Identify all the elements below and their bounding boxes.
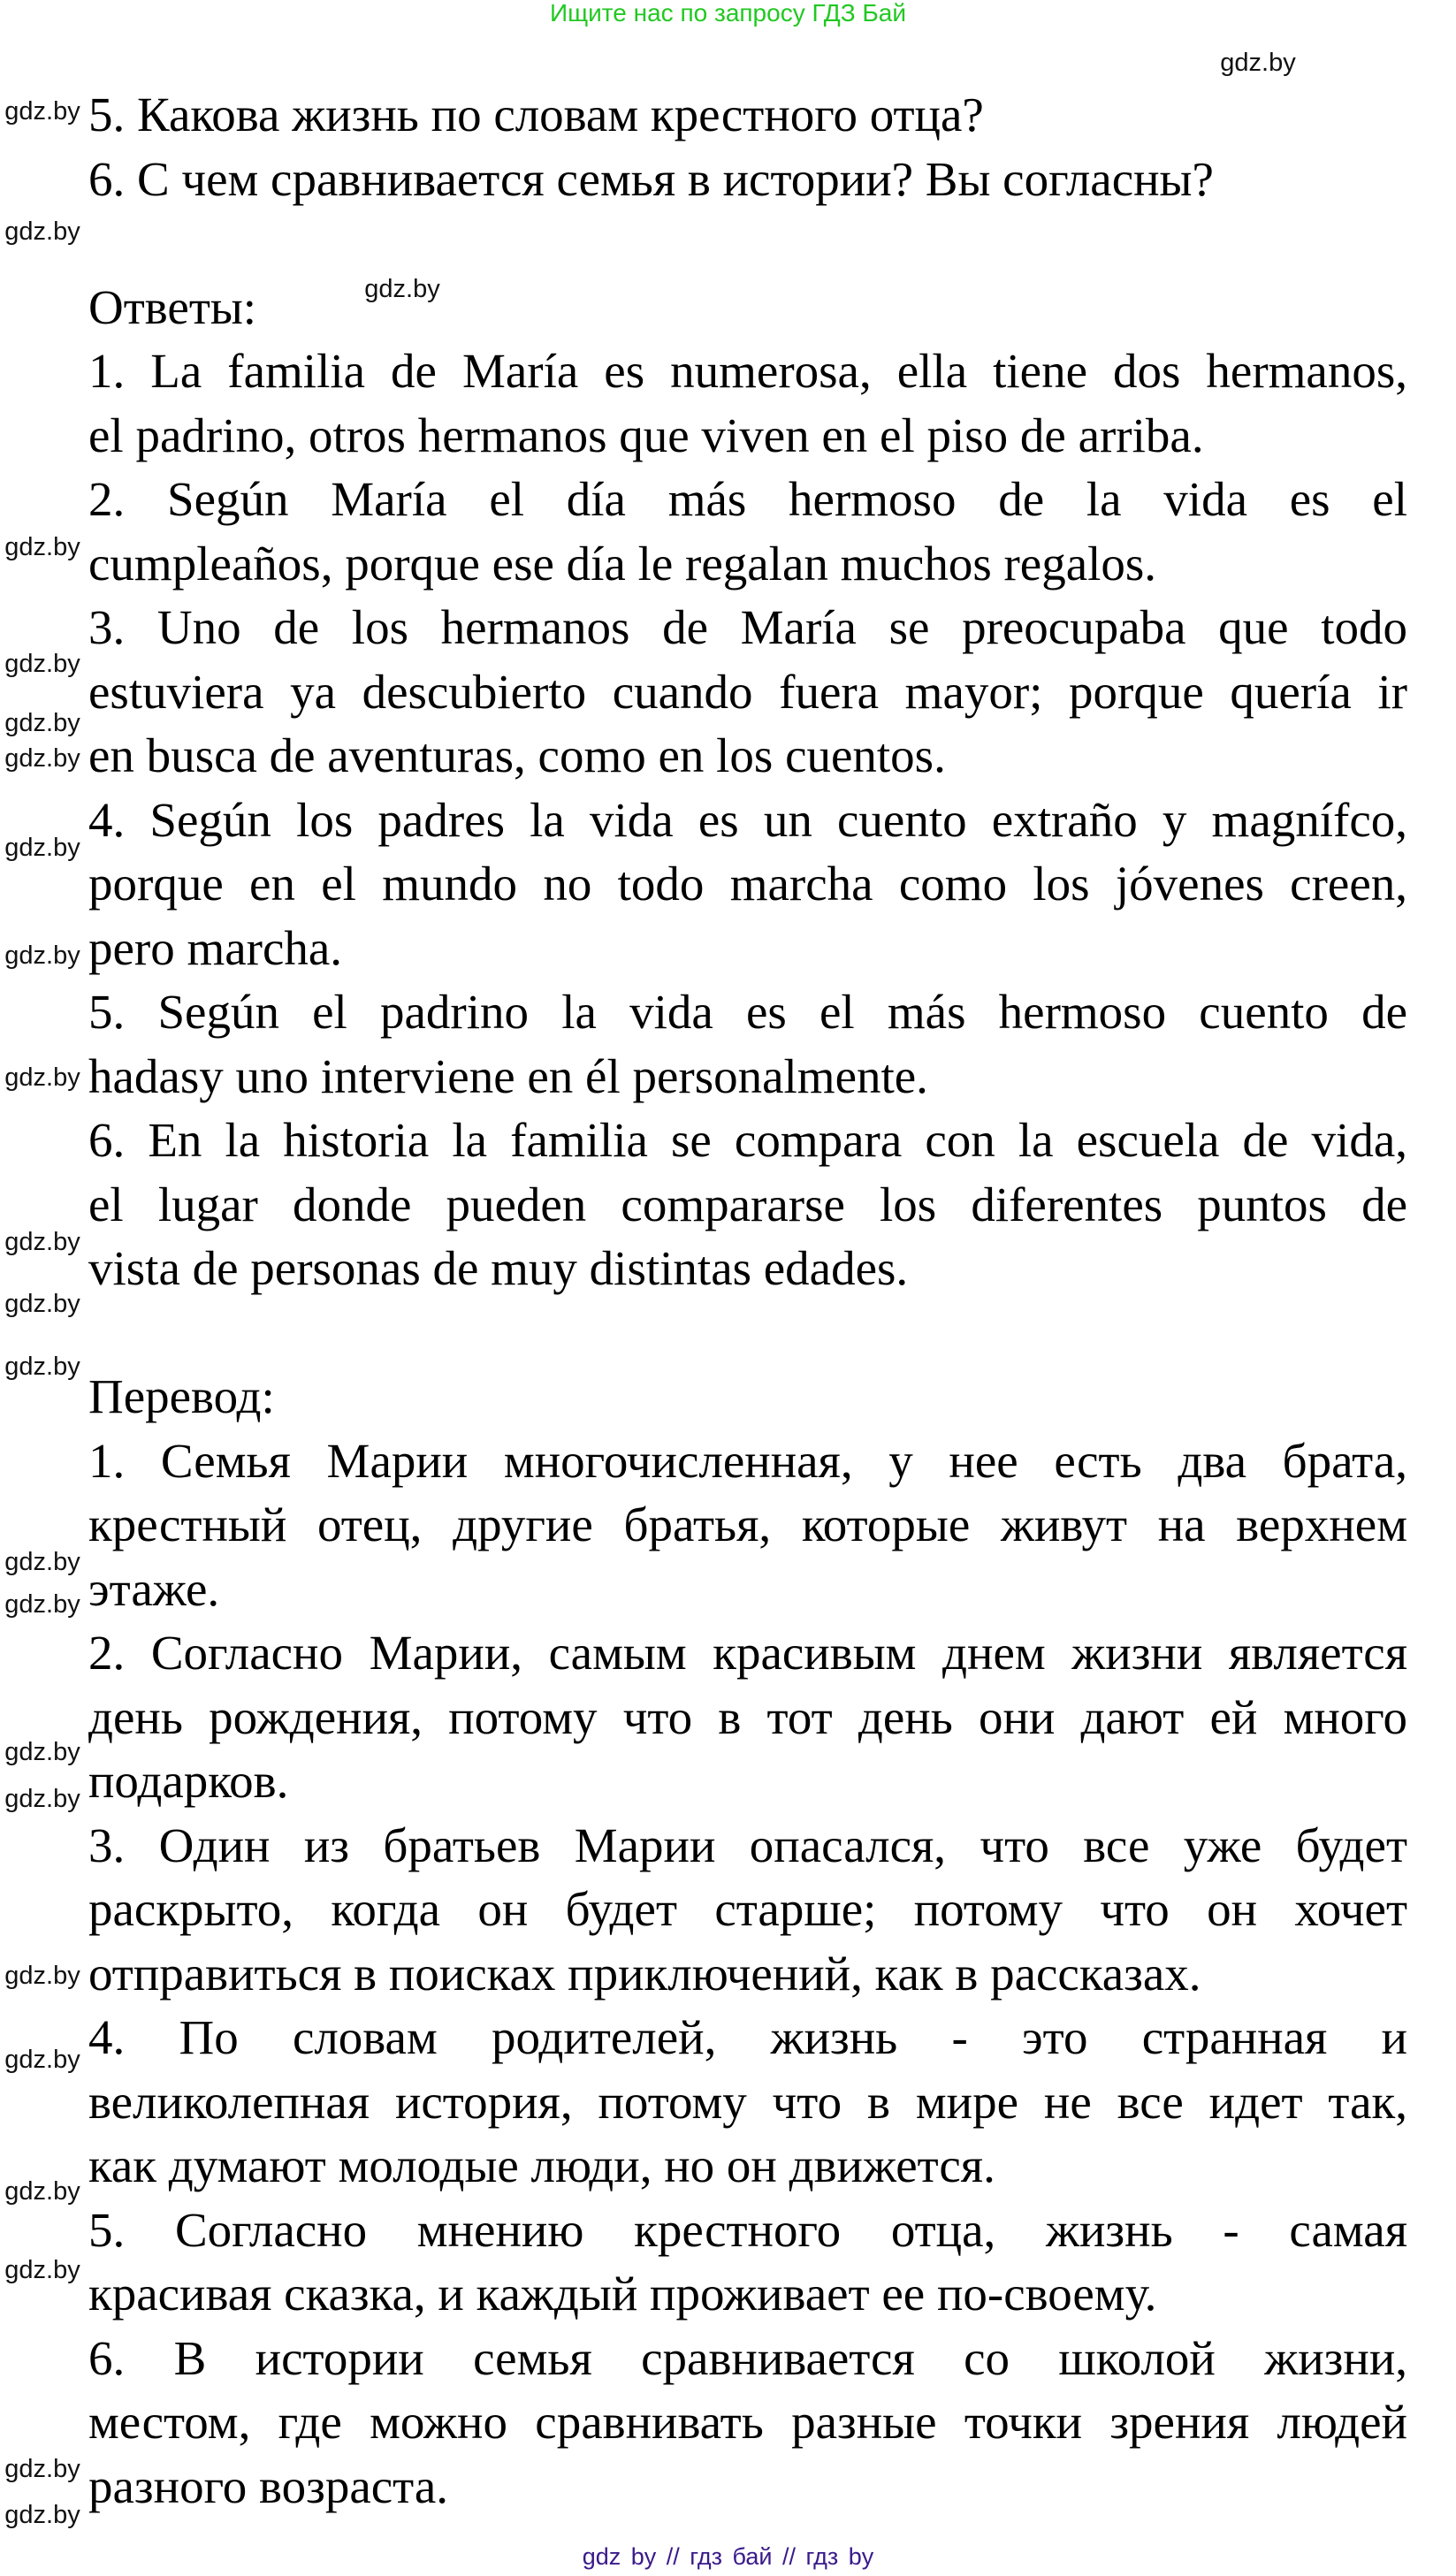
translation-line: крестный отец, другие братья, которые живут на верхнем bbox=[88, 1498, 1407, 1551]
watermark-text: gdz.by bbox=[4, 709, 80, 737]
watermark-text: gdz.by bbox=[4, 834, 80, 862]
answers-heading: Ответы: bbox=[88, 279, 257, 334]
translation-line: день рождения, потому что в тот день они дают ей много bbox=[88, 1689, 1407, 1744]
watermark-text: gdz.by bbox=[4, 2256, 80, 2284]
watermark-text: gdz.by bbox=[4, 650, 80, 678]
translation-line: 4. По словам родителей, жизнь - это странная и bbox=[88, 2010, 1407, 2064]
watermark-text: gdz.by bbox=[4, 97, 80, 126]
translation-heading: Перевод: bbox=[88, 1369, 275, 1423]
watermark-text: gdz.by bbox=[4, 2177, 80, 2206]
translation-line: как думают молодые люди, но он движется. bbox=[88, 2138, 995, 2192]
watermark-text: gdz.by bbox=[4, 1228, 80, 1256]
answer-line: el padrino, otros hermanos que viven en el piso de arriba. bbox=[88, 408, 1204, 462]
translation-line: 2. Согласно Марии, самым красивым днем жизни является bbox=[88, 1626, 1407, 1680]
watermark-text: gdz.by bbox=[4, 1548, 80, 1576]
watermark-text: gdz.by bbox=[4, 941, 80, 970]
footer-links[interactable]: gdz by // гдз бай // гдз by bbox=[582, 2543, 874, 2570]
watermark-text: gdz.by bbox=[4, 1063, 80, 1092]
translation-line: 6. В истории семья сравнивается со школой жизни, bbox=[88, 2330, 1407, 2385]
answer-line: hadasy uno interviene en él personalmente. bbox=[88, 1048, 928, 1103]
question-line: 5. Какова жизнь по словам крестного отца? bbox=[88, 88, 984, 141]
watermark-text: gdz.by bbox=[4, 2455, 80, 2483]
answer-line: estuviera ya descubierto cuando fuera mayor; porque quería ir bbox=[88, 664, 1407, 719]
translation-line: подарков. bbox=[88, 1754, 289, 1808]
translation-line: великолепная история, потому что в мире не все идет так, bbox=[88, 2074, 1407, 2129]
search-hint-banner: Ищите нас по запросу ГДЗ Бай bbox=[549, 0, 907, 27]
watermark-text: gdz.by bbox=[4, 1738, 80, 1766]
watermark-text: gdz.by bbox=[4, 1290, 80, 1318]
translation-line: этаже. bbox=[88, 1561, 220, 1616]
watermark-text: gdz.by bbox=[4, 1353, 80, 1381]
question-line: 6. С чем сравнивается семья в истории? Вы согласны? bbox=[88, 151, 1214, 206]
answer-line: 1. La familia de María es numerosa, ella tiene dos hermanos, bbox=[88, 344, 1407, 398]
answer-line: vista de personas de muy distintas edades. bbox=[88, 1241, 909, 1295]
translation-line: раскрыто, когда он будет старше; потому что он хочет bbox=[88, 1882, 1407, 1936]
watermark-text: gdz.by bbox=[1220, 49, 1296, 77]
answer-line: 5. Según el padrino la vida es el más hermoso cuento de bbox=[88, 985, 1407, 1039]
translation-line: 5. Согласно мнению крестного отца, жизнь - самая bbox=[88, 2202, 1407, 2257]
answer-line: en busca de aventuras, como en los cuentos. bbox=[88, 728, 946, 782]
translation-line: местом, где можно сравнивать разные точки зрения людей bbox=[88, 2395, 1407, 2449]
watermark-text: gdz.by bbox=[4, 2046, 80, 2074]
watermark-text: gdz.by bbox=[4, 1962, 80, 1990]
translation-line: красивая сказка, и каждый проживает ее по-своему. bbox=[88, 2267, 1157, 2321]
answer-line: pero marcha. bbox=[88, 920, 343, 975]
watermark-text: gdz.by bbox=[4, 744, 80, 773]
translation-line: 3. Один из братьев Марии опасался, что все уже будет bbox=[88, 1818, 1407, 1872]
watermark-text: gdz.by bbox=[4, 2501, 80, 2529]
spacer bbox=[88, 211, 1407, 276]
watermark-text: gdz.by bbox=[4, 533, 80, 561]
watermark-text: gdz.by bbox=[4, 1785, 80, 1813]
translation-line: 1. Семья Марии многочисленная, у нее есть два брата, bbox=[88, 1433, 1407, 1488]
translation-line: отправиться в поисках приключений, как в рассказах. bbox=[88, 1946, 1201, 2001]
spacer bbox=[88, 1301, 1407, 1366]
answer-line: cumpleaños, porque ese día le regalan muchos regalos. bbox=[88, 536, 1157, 591]
document-body bbox=[88, 83, 1407, 2519]
answer-line: 6. En la historia la familia se compara con la escuela de vida, bbox=[88, 1113, 1407, 1167]
answer-line: el lugar donde pueden compararse los diferentes puntos de bbox=[88, 1177, 1407, 1231]
watermark-text: gdz.by bbox=[364, 275, 440, 303]
answer-line: 3. Uno de los hermanos de María se preocupaba que todo bbox=[88, 600, 1407, 654]
answer-line: 2. Según María el día más hermoso de la vida es el bbox=[88, 472, 1407, 526]
answer-line: porque en el mundo no todo marcha como los jóvenes creen, bbox=[88, 857, 1407, 911]
answer-line: 4. Según los padres la vida es un cuento extraño y magnífco, bbox=[88, 792, 1407, 847]
translation-line: разного возраста. bbox=[88, 2458, 449, 2513]
watermark-text: gdz.by bbox=[4, 217, 80, 246]
watermark-text: gdz.by bbox=[4, 1590, 80, 1619]
